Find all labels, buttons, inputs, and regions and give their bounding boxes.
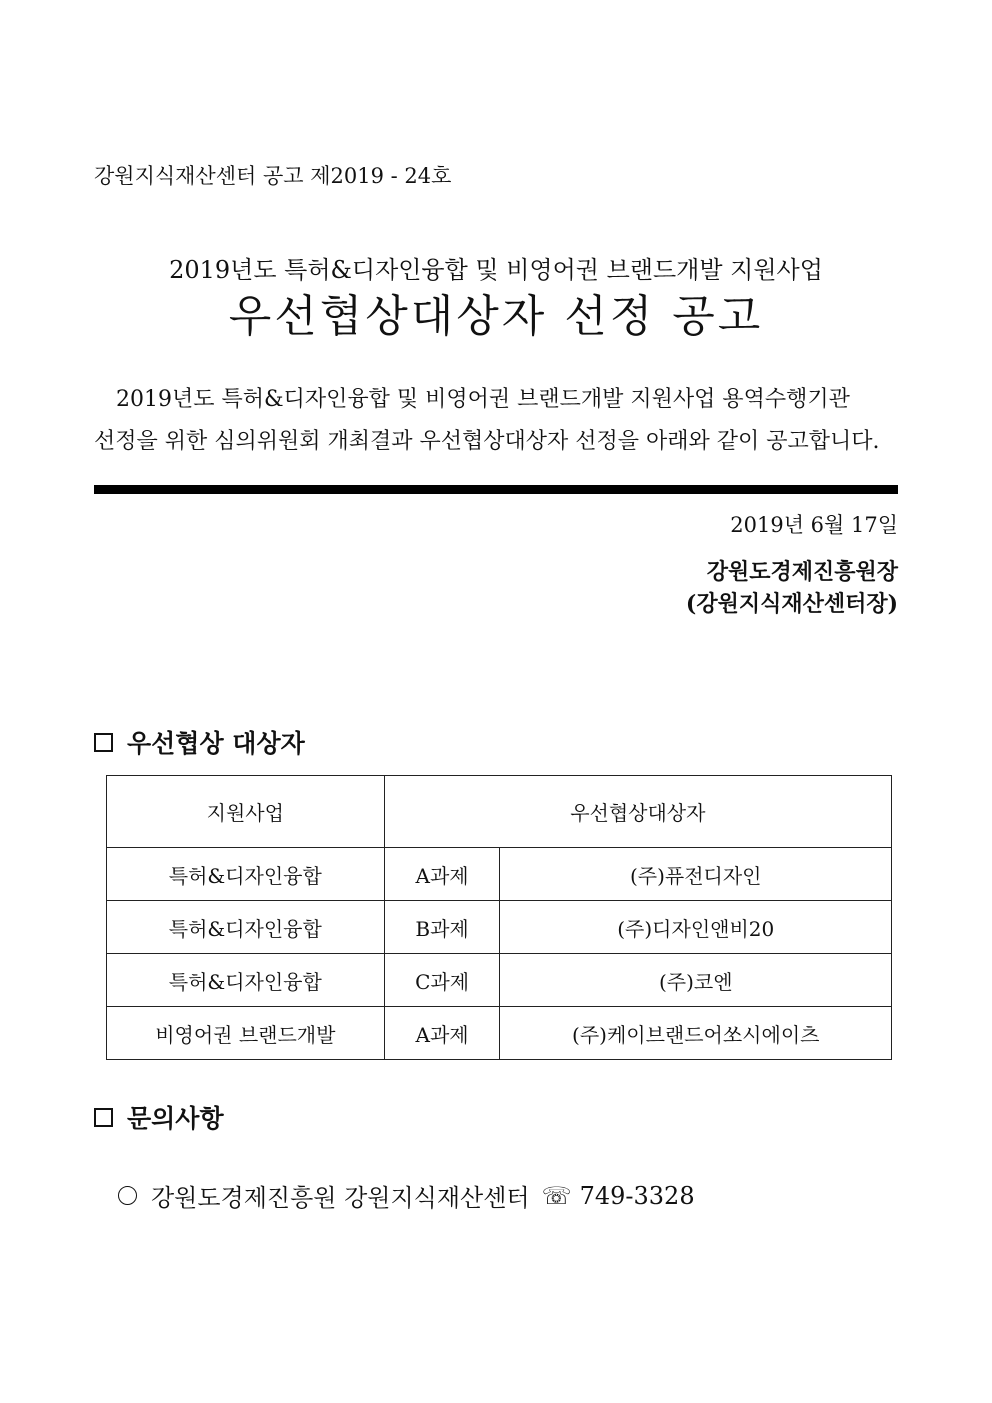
checkbox-icon (94, 733, 113, 752)
checkbox-icon (94, 1108, 113, 1127)
contact-phone: 749-3328 (579, 1181, 695, 1210)
cell-company: (주)코엔 (500, 954, 892, 1007)
circle-bullet-icon (118, 1186, 137, 1205)
issuer-subtitle: (강원지식재산센터장) (685, 591, 898, 617)
cell-program: 특허&디자인융합 (107, 901, 385, 954)
divider (94, 485, 898, 494)
contact-line (118, 1178, 695, 1213)
cell-task: A과제 (384, 1007, 500, 1060)
issuer-name: 강원도경제진흥원장 (706, 559, 898, 585)
header-program: 지원사업 (107, 776, 385, 848)
cell-task: B과제 (384, 901, 500, 954)
notice-number: 강원지식재산센터 공고 제2019 - 24호 (94, 164, 452, 188)
table-row (107, 901, 892, 954)
cell-company: (주)케이브랜드어쏘시에이츠 (500, 1007, 892, 1060)
cell-task: A과제 (384, 848, 500, 901)
notice-date: 2019년 6월 17일 (730, 513, 898, 537)
notice-subtitle: 2019년도 특허&디자인융합 및 비영어권 브랜드개발 지원사업 (169, 256, 823, 284)
table-row (107, 1007, 892, 1060)
cell-program: 특허&디자인융합 (107, 848, 385, 901)
table-row (107, 954, 892, 1007)
body-text-line-2: 선정을 위한 심의위원회 개최결과 우선협상대상자 선정을 아래와 같이 공고합니다. (94, 429, 880, 454)
section-heading-candidates (94, 724, 305, 760)
phone-icon: ☏ (541, 1181, 572, 1210)
cell-program: 비영어권 브랜드개발 (107, 1007, 385, 1060)
cell-company: (주)디자인앤비20 (500, 901, 892, 954)
header-candidate: 우선협상대상자 (384, 776, 891, 848)
candidates-table (106, 775, 892, 1060)
page-title: 우선협상대상자 선정 공고 (228, 291, 764, 342)
section-title: 문의사항 (127, 1104, 224, 1133)
table-row (107, 848, 892, 901)
cell-program: 특허&디자인융합 (107, 954, 385, 1007)
body-text-line-1: 2019년도 특허&디자인융합 및 비영어권 브랜드개발 지원사업 용역수행기관 (116, 387, 850, 412)
cell-company: (주)퓨전디자인 (500, 848, 892, 901)
cell-task: C과제 (384, 954, 500, 1007)
contact-org: 강원도경제진흥원 강원지식재산센터 (151, 1184, 530, 1212)
table-header-row (107, 776, 892, 848)
section-heading-inquiries (94, 1099, 224, 1135)
section-title: 우선협상 대상자 (127, 729, 305, 758)
